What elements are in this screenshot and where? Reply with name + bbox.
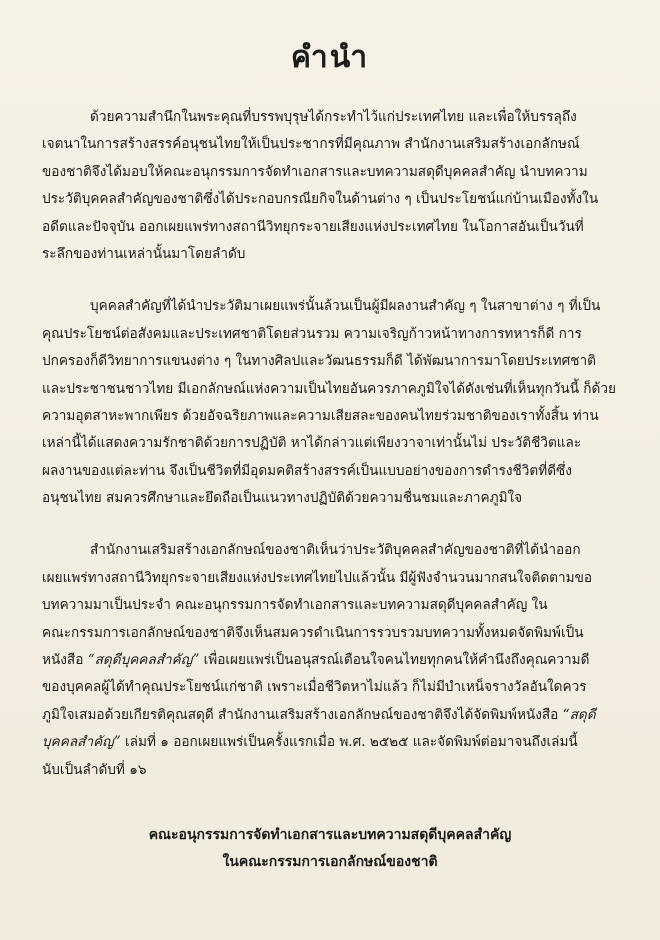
text-line: อดีตและปัจจุบัน ออกเผยแพร่ทางสถานีวิทยุกระจายเสียงแห่งประเทศไทย ในโอกาสอันเป็นวันที่ [42,218,584,235]
paragraph-3 [42,537,626,784]
text-line: คุณประโยชน์ต่อสังคมและประเทศชาติโดยส่วนรวม ความเจริญก้าวหน้าทางการทหารก็ดี การ [42,325,582,342]
text-line [42,729,626,756]
book-title: “สดุดีบุคคลสำคัญ” [87,652,200,669]
text-line: บุคคลสำคัญที่ได้นำประวัติมาเผยแพร่นั้นล้วนเป็นผู้มีผลงานสำคัญ ๆ ในสาขาต่าง ๆ ที่เป็น [90,298,601,315]
text-span: หนังสือ [42,652,88,669]
text-line: เผยแพร่ทางสถานีวิทยุกระจายเสียงแห่งประเทศไทยไปแล้วนั้น มีผู้ฟังจำนวนมากสนใจติดตามขอ [42,569,593,586]
text-line: ของบุคคลผู้ได้ทำคุณประโยชน์แก่ชาติ เพราะเมื่อชีวิตหาไม่แล้ว ก็ไม่มีบำเหน็จรางวัลอันใดควร [42,679,587,696]
text-span: ภูมิใจเสมอด้วยเกียรติคุณสดุดี สำนักงานเสริมสร้างเอกลักษณ์ของชาติจึงได้จัดพิมพ์หนังสือ [42,706,563,723]
text-line: อนุชนไทย สมควรศึกษาและยึดถือเป็นแนวทางปฏิบัติด้วยความชื่นชมและภาคภูมิใจ [42,490,523,507]
text-line: เหล่านี้ได้แสดงความรักชาติด้วยการปฏิบัติ หาได้กล่าวแต่เพียงวาจาเท่านั้นไม่ ประวัติชีวิตและ [42,435,582,452]
page-title: คำนำ [290,40,370,75]
text-line: ด้วยความสำนึกในพระคุณที่บรรพบุรุษได้กระทำไว้แก่ประเทศไทย และเพื่อให้บรรลุถึง [90,109,577,125]
text-line [42,702,626,729]
text-line: และประชาชนชาวไทย มีเอกลักษณ์แห่งความเป็นไทยอันควรภาคภูมิใจได้ดังเช่นที่เห็นทุกวันนี้ ก็ด้วย [42,380,616,397]
signature-block [0,822,660,876]
text-line: ระลึกของท่านเหล่านั้นมาโดยลำดับ [42,245,246,262]
book-title: บุคคลสำคัญ” [42,734,121,751]
text-line [42,647,626,674]
text-line: สำนักงานเสริมสร้างเอกลักษณ์ของชาติเห็นว่าประวัติบุคคลสำคัญของชาติที่ได้นำออก [90,542,581,559]
text-span: เพื่อเผยแพร่เป็นอนุสรณ์เตือนใจคนไทยทุกคนให้คำนึงถึงคุณความดี [199,652,590,669]
text-line: เจตนาในการสร้างสรรค์อนุชนไทยให้เป็นประชากรที่มีคุณภาพ สำนักงานเสริมสร้างเอกลักษณ์ [42,136,580,153]
text-line: ผลงานของแต่ละท่าน จึงเป็นชีวิตที่มีอุดมคติสร้างสรรค์เป็นแบบอย่างของการดำรงชีวิตที่ดีซึ่ง [42,462,572,479]
text-line: คณะกรรมการเอกลักษณ์ของชาติจึงเห็นสมควรดำเนินการรวบรวมบทความทั้งหมดจัดพิมพ์เป็น [42,624,584,641]
text-span: เล่มที่ ๑ ออกเผยแพร่เป็นครั้งแรกเมื่อ พ.ศ. ๒๕๒๕ และจัดพิมพ์ต่อมาจนถึงเล่มนี้ [120,734,578,751]
paragraph-1 [42,104,626,268]
book-title: “สดุดี [562,706,596,723]
text-line: นับเป็นลำดับที่ ๑๖ [42,761,147,778]
signature-line: ในคณะกรรมการเอกลักษณ์ของชาติ [222,854,438,870]
text-line: บทความมาเป็นประจำ คณะอนุกรรมการจัดทำเอกสารและบทความสดุดีบุคคลสำคัญ ใน [42,597,548,614]
preface-body [42,104,626,784]
text-line: ของชาติจึงได้มอบให้คณะอนุกรรมการจัดทำเอกสารและบทความสดุดีบุคคลสำคัญ นำบทความ [42,163,588,180]
signature-line: คณะอนุกรรมการจัดทำเอกสารและบทความสดุดีบุคคลสำคัญ [148,827,512,843]
text-line: ปกครองก็ดีวิทยาการแขนงต่าง ๆ ในทางศิลปและวัฒนธรรมก็ดี ได้พัฒนาการมาโดยประเทศชาติ [42,353,596,370]
text-line: ความอุตสาหะพากเพียร ด้วยอัจฉริยภาพและความเสียสละของคนไทยร่วมชาติของเราทั้งสิ้น ท่าน [42,407,599,424]
text-line: ประวัติบุคคลสำคัญของชาติซึ่งได้ประกอบกรณียกิจในด้านต่าง ๆ เป็นประโยชน์แก่บ้านเมืองทั้งใน [42,191,599,208]
paragraph-2 [42,293,626,512]
